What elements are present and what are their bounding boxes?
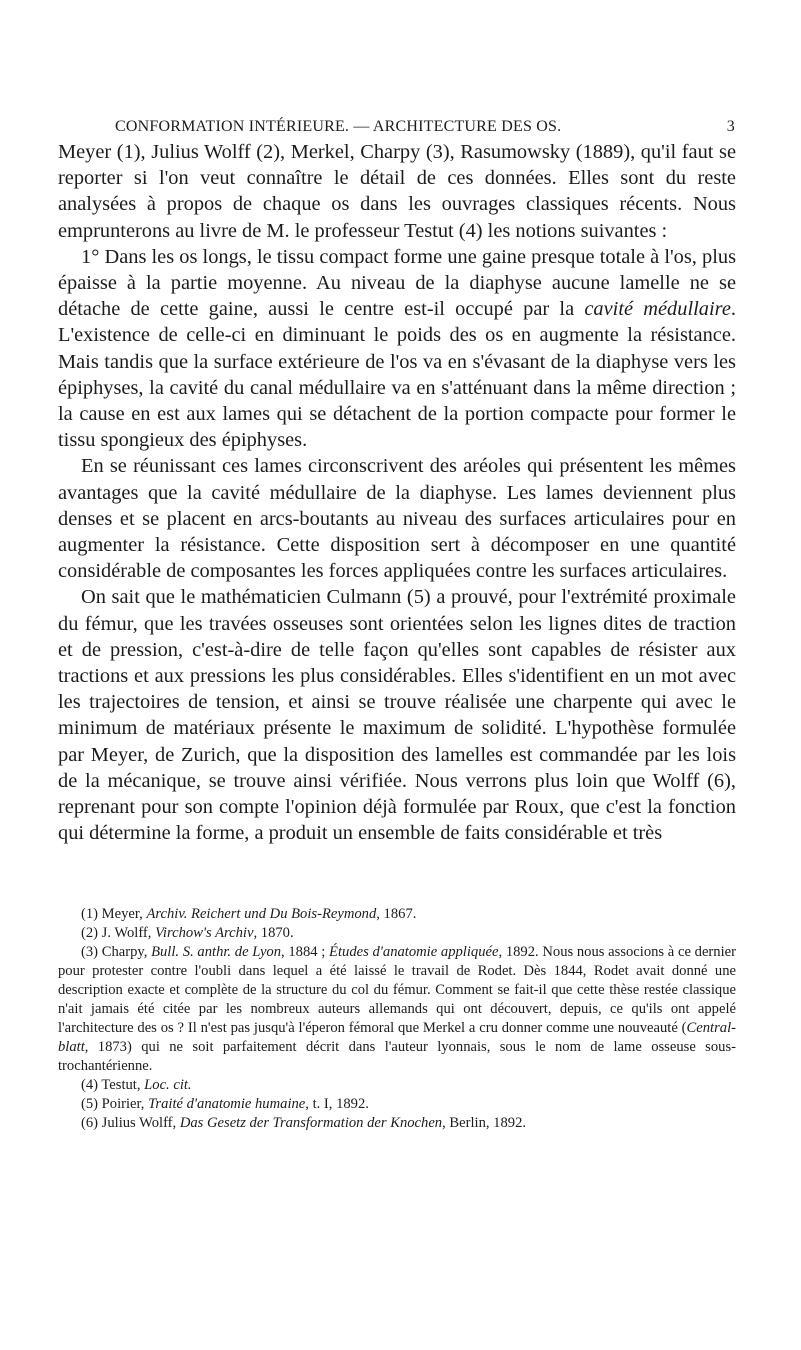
footnote-3: (3) Charpy, Bull. S. anthr. de Lyon, 1884 ; Études d'anatomie appliquée, 1892. Nous nous associons à ce dernier pour protester contre l'oubli dans lequel a été laissé le travail de Rodet. Dès 1844, Rodet avait donné une description exacte et complète de la structure du col du fémur. Comment se fait-il que cette thèse restée classique n'ait jamais été citée par les nombreux auteurs allemands qui ont découvert, depuis, ce qu'ils ont appelé l'architecture des os ? Il n'est pas jusqu'à l'éperon fémoral que Merkel a cru donner comme une nouveauté (Central-blatt, 1873) qui ne soit parfaitement décrit dans l'auteur lyonnais, sous le nom de lame osseuse sous-trochantérienne. bbox=[58, 944, 736, 1074]
main-text bbox=[58, 139, 736, 846]
paragraph-2 bbox=[58, 244, 736, 454]
paragraph-4: On sait que le mathématicien Culmann (5) a prouvé, pour l'extrémité proximale du fémur, que les travées osseuses sont orientées selon les lignes dites de traction et de pression, c'est-à-dire de telle façon qu'elles sont capables de résister aux tractions et aux pressions les plus considérables. Elles s'identifient en un mot avec les trajectoires de tension, et ainsi se trouve réalisée une charpente qui avec le minimum de matériaux présente le maximum de solidité. L'hypothèse formulée par Meyer, de Zurich, que la disposition des lamelles est commandée par les lois de la mécanique, se trouve ainsi vérifiée. Nous verrons plus loin que Wolff (6), reprenant pour son compte l'opinion déjà formulée par Roux, que c'est la fonction qui détermine la forme, a produit un ensemble de faits considérable et très bbox=[58, 586, 736, 845]
footnotes bbox=[58, 905, 736, 1133]
italic-term: cavité médullaire bbox=[584, 298, 731, 321]
paragraph-2-part: . L'existence de celle-ci en diminuant le poids des os en augmente la résistance. Mais tandis que la surface extérieure de l'os va en s'évasant de la diaphyse vers les épiphyses, la cavité du canal médullaire va en s'atténuant dans la même direction ; la cause en est aux lames qui se détachent de la portion compacte pour former le tissu spongieux des épiphyses. bbox=[58, 298, 736, 452]
paragraph-2-part: 1° Dans les os longs, le tissu compact forme une gaine presque totale à l'os, plus épaisse à la partie moyenne. Au niveau de la diaphyse aucune lamelle ne se détache de cette gaine, aussi le centre est-il occupé par la bbox=[58, 245, 736, 321]
footnote-2: (2) J. Wolff, Virchow's Archiv, 1870. bbox=[81, 925, 294, 941]
footnote-1: (1) Meyer, Archiv. Reichert und Du Bois-Reymond, 1867. bbox=[81, 906, 417, 922]
footnote-5: (5) Poirier, Traité d'anatomie humaine, t. I, 1892. bbox=[81, 1096, 369, 1112]
footnote-4: (4) Testut, Loc. cit. bbox=[81, 1077, 192, 1093]
paragraph-3: En se réunissant ces lames circonscrivent des aréoles qui présentent les mêmes avantages que la cavité médullaire de la diaphyse. Les lames deviennent plus denses et se placent en arcs-boutants au niveau des surfaces articulaires pour en augmenter la résistance. Cette disposition sert à décomposer en une quantité considérable de composantes les forces appliquées contre les surfaces articulaires. bbox=[58, 455, 736, 583]
page-number: 3 bbox=[726, 118, 735, 135]
chapter-title: CONFORMATION INTÉRIEURE. — ARCHITECTURE DES OS. bbox=[115, 118, 562, 135]
footnote-6: (6) Julius Wolff, Das Gesetz der Transformation der Knochen, Berlin, 1892. bbox=[81, 1115, 527, 1131]
paragraph-1: Meyer (1), Julius Wolff (2), Merkel, Charpy (3), Rasumowsky (1889), qu'il faut se reporter si l'on veut connaître le détail de ces données. Elles sont du reste analysées à propos de chaque os dans les ouvrages classiques récents. Nous emprunterons au livre de M. le professeur Testut (4) les notions suivantes : bbox=[58, 141, 736, 242]
running-header bbox=[115, 118, 735, 140]
